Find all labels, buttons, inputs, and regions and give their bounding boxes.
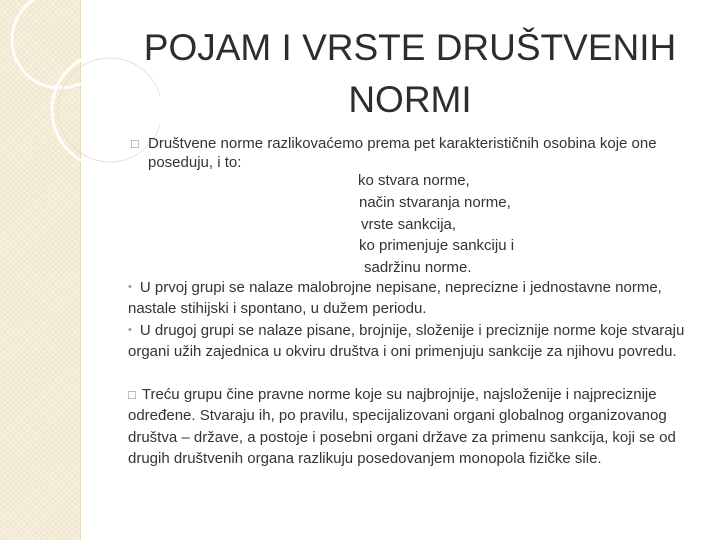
- paragraph-group-two: [128, 320, 708, 363]
- feature-item: ko primenjuje sankciju i: [359, 237, 515, 254]
- slide-title: POJAM I VRSTE DRUŠTVENIH NORMI: [143, 27, 677, 120]
- intro-text: Društvene norme razlikovaćemo prema pet karakterističnih osobina koje one poseduju, i to:: [148, 135, 657, 171]
- square-bullet-icon: □: [131, 136, 139, 151]
- paragraph-text: Treću grupu čine pravne norme koje su najbrojnije, najsloženije i najpreciznije određene. Stvaraju ih, po pravilu, specijalizovani organi globalnog organizovanog društva – države, a postoje i posebni organi države za primenu sankcija, koji se od drugih društvenih organa razlikuju posedovanjem monopola fizičke sile.: [128, 386, 676, 467]
- bullet-dot-icon: •: [128, 324, 132, 336]
- paragraph-text: U prvoj grupi se nalaze malobrojne nepisane, neprecizne i jednostavne norme, nastale stihijski i spontano, u dužem periodu.: [128, 279, 662, 318]
- feature-item: sadržinu norme.: [364, 259, 472, 276]
- feature-item: vrste sankcija,: [361, 216, 457, 233]
- paragraph-group-one: [128, 277, 708, 320]
- square-bullet-icon: □: [128, 387, 136, 402]
- paragraph-text: U drugoj grupi se nalaze pisane, brojnije, složenije i preciznije norme koje stvaraju organi užih zajednica u okviru društva i oni primenjuju sankcije za njihovu povredu.: [128, 322, 685, 361]
- paragraph-group-three: [128, 384, 708, 469]
- feature-item: ko stvara norme,: [358, 172, 470, 189]
- feature-item: način stvaranja norme,: [359, 194, 511, 211]
- bullet-dot-icon: •: [128, 281, 132, 293]
